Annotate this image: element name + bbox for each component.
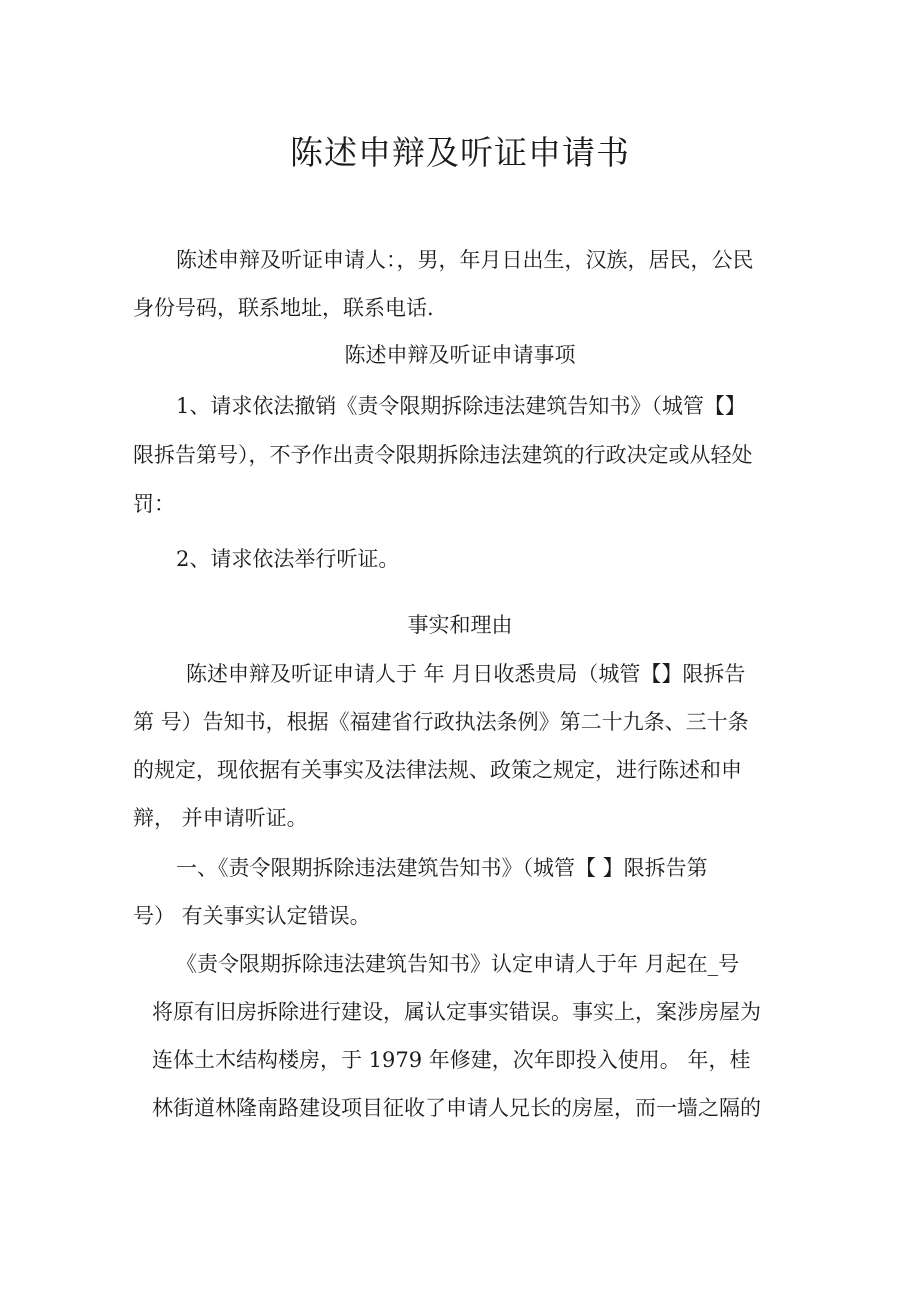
point1-line-2: 号） 有关事实认定错误。 [133,904,371,928]
point1-detail-line-2: 将原有旧房拆除进行建设，属认定事实错误。事实上，案涉房屋为 [152,1000,761,1024]
item1-line-2: 限拆告第号），不予作出责令限期拆除违法建筑的行政决定或从轻处 [133,443,753,467]
point1-detail-line-3: 连体土木结构楼房，于 1979 年修建，次年即投入使用。 年，桂 [152,1048,751,1072]
section-heading-items: 陈述申辩及听证申请事项 [344,343,576,367]
point1-line-1: 一、《责令限期拆除违法建筑告知书》（城管【 】限拆告第 [176,856,708,880]
applicant-line-2: 身份号码，联系地址，联系电话. [133,296,434,320]
point1-detail-line-1: 《责令限期拆除违法建筑告知书》认定申请人于年 月起在_号 [176,952,740,976]
item2-line: 2、请求依法举行听证。 [176,547,400,571]
reasons-intro-line-2: 第 号）告知书，根据《福建省行政执法条例》第二十九条、三十条 [133,710,749,734]
item1-line-1: 1、请求依法撤销《责令限期拆除违法建筑告知书》（城管【】 [176,394,746,418]
item1-line-3: 罚： [133,492,175,516]
reasons-intro-line-3: 的规定，现依据有关事实及法律法规、政策之规定，进行陈述和申 [133,758,742,782]
applicant-line-1: 陈述申辩及听证申请人：，男，年月日出生，汉族，居民，公民 [176,248,754,272]
reasons-intro-line-4: 辩， 并申请听证。 [133,806,308,830]
point1-detail-line-4: 林街道林隆南路建设项目征收了申请人兄长的房屋，而一墙之隔的 [152,1096,761,1120]
section-heading-reasons: 事实和理由 [407,613,513,637]
reasons-intro-line-1: 陈述申辩及听证申请人于 年 月日收悉贵局（城管【】限拆告 [186,662,746,686]
document-title: 陈述申辩及听证申请书 [290,133,630,172]
